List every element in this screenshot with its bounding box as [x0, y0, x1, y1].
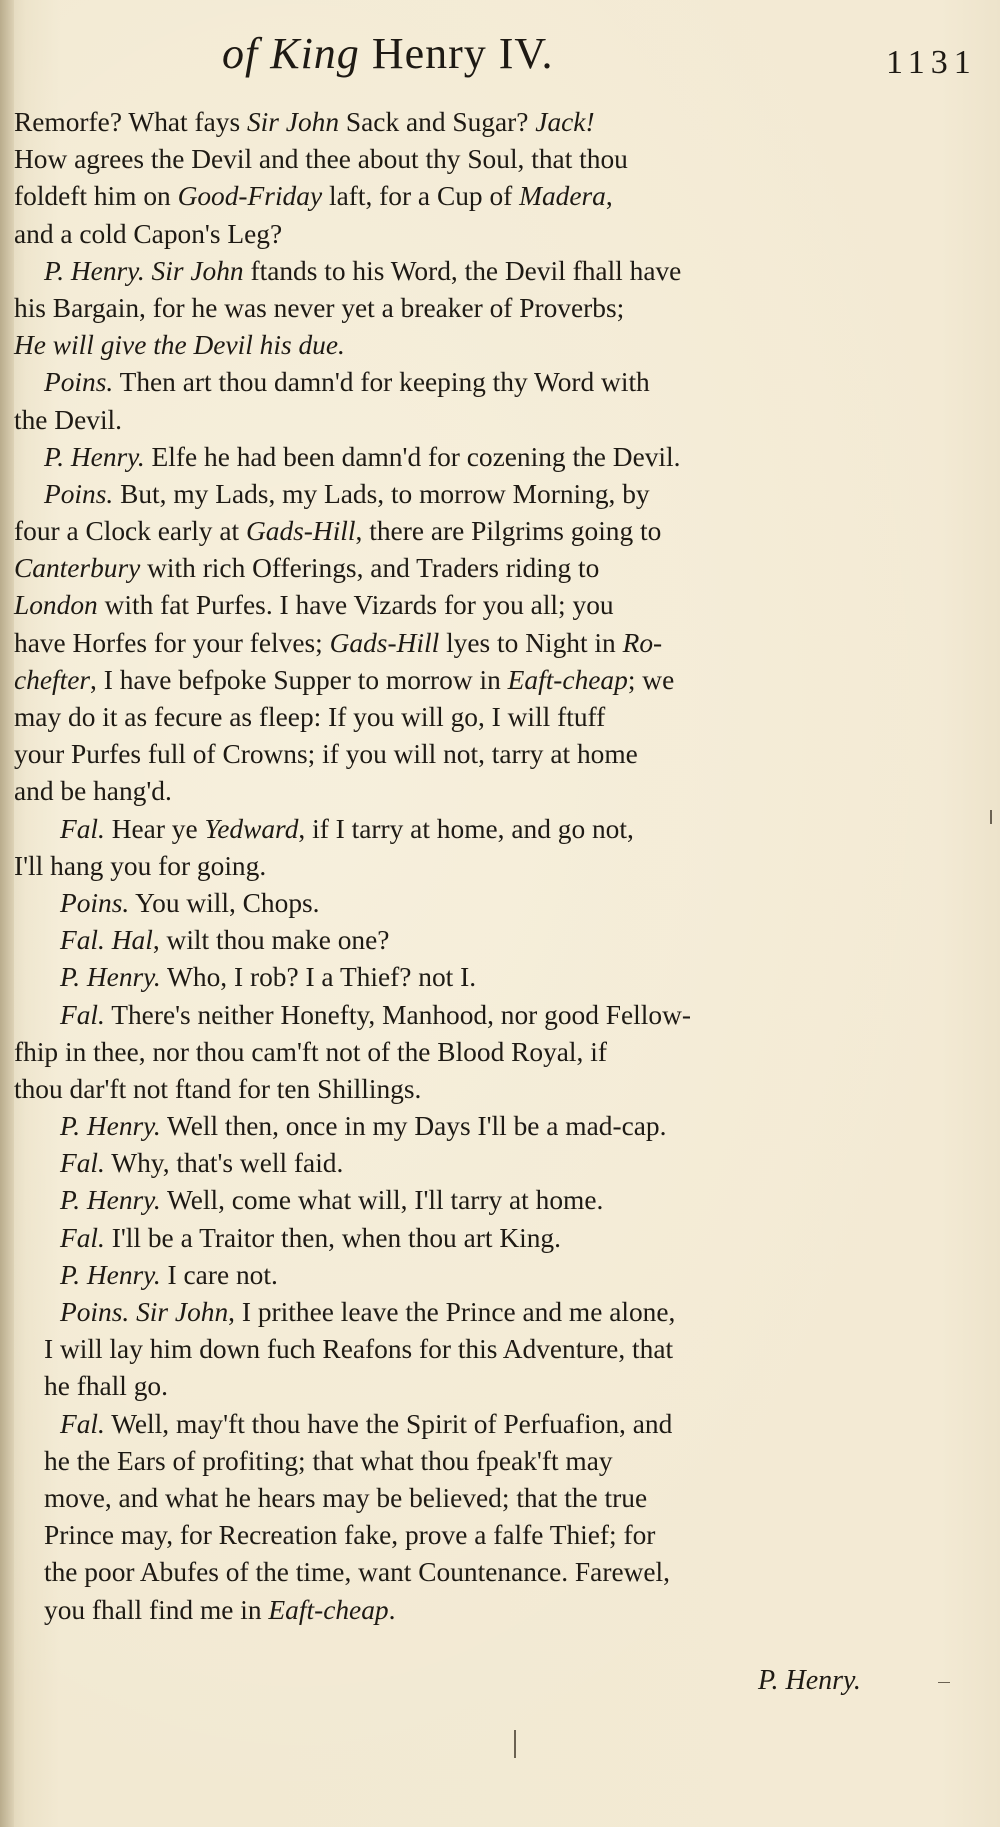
speech-line: Fal. I'll be a Traitor then, when thou art King. [60, 1222, 561, 1253]
speech-line: P. Henry. Sir John ftands to his Word, the Devil fhall have [44, 255, 682, 286]
text-line: his Bargain, for he was never yet a breaker of Proverbs; [14, 292, 625, 323]
speech-line: Poins. Sir John, I prithee leave the Prince and me alone, [60, 1297, 676, 1327]
title-name: Henry IV. [371, 29, 554, 78]
ink-speck [990, 810, 992, 824]
speech-line: Fal. Hal, wilt thou make one? [60, 925, 390, 956]
text-line: He will give the Devil his due. [14, 330, 345, 361]
running-header [0, 22, 1000, 92]
speech-line: P. Henry. Well, come what will, I'll tarry at home. [60, 1185, 604, 1216]
text-line: the Devil. [14, 404, 123, 435]
speech-line: Fal. Well, may'ft thou have the Spirit of Perfuafion, and [60, 1408, 673, 1439]
catchword: P. Henry. [758, 1665, 861, 1696]
text-line: I'll hang you for going. [14, 850, 267, 881]
speech-line: P. Henry. I care not. [60, 1259, 278, 1290]
text-line: move, and what he hears may be believed; that the true [44, 1482, 648, 1513]
text-line: London with fat Purfes. I have Vizards for you all; you [14, 590, 614, 621]
speech-line: P. Henry. Who, I rob? I a Thief? not I. [60, 962, 477, 993]
ink-speck [938, 1682, 950, 1683]
text-line: may do it as fecure as fleep: If you will go, I will ftuff [14, 702, 606, 732]
speech-line: P. Henry. Well then, once in my Days I'll be a mad-cap. [60, 1111, 667, 1142]
text-line: the poor Abufes of the time, want Countenance. Farewel, [44, 1557, 670, 1588]
text-line: foldeft him on Good-Friday laft, for a Cup of Madera, [14, 181, 613, 212]
binding-gutter [0, 0, 14, 1827]
speech-line: Poins. You will, Chops. [60, 887, 320, 918]
text-line: four a Clock early at Gads-Hill, there are Pilgrims going to [14, 516, 662, 547]
text-line: have Horfes for your felves; Gads-Hill lyes to Night in Ro- [14, 627, 663, 658]
text-line: Canterbury with rich Offerings, and Traders riding to [14, 553, 600, 584]
speech-line: Fal. There's neither Honefty, Manhood, nor good Fellow- [60, 999, 691, 1030]
text-line: your Purfes full of Crowns; if you will not, tarry at home [14, 739, 638, 770]
page-number: 1131 [886, 44, 977, 81]
text-line: he the Ears of profiting; that what thou fpeak'ft may [44, 1445, 613, 1476]
text-line: How agrees the Devil and thee about thy Soul, that thou [14, 144, 628, 175]
speech-line: P. Henry. Elfe he had been damn'd for cozening the Devil. [44, 441, 681, 472]
speech-line: Poins. Then art thou damn'd for keeping thy Word with [44, 367, 650, 398]
running-title [222, 28, 554, 79]
text-line: Prince may, for Recreation fake, prove a falfe Thief; for [44, 1520, 656, 1551]
text-line: he fhall go. [44, 1371, 168, 1402]
text-line: and a cold Capon's Leg? [14, 218, 283, 249]
speech-line: Poins. But, my Lads, my Lads, to morrow Morning, by [44, 478, 650, 509]
play-text [14, 104, 896, 1629]
title-king: King [270, 29, 360, 78]
text-line: fhip in thee, nor thou cam'ft not of the Blood Royal, if [14, 1036, 607, 1067]
text-line: you fhall find me in Eaft-cheap. [44, 1594, 396, 1625]
text-line: thou dar'ft not ftand for ten Shillings. [14, 1073, 422, 1104]
text-line: I will lay him down fuch Reafons for this Adventure, that [44, 1334, 674, 1365]
title-of: of [222, 29, 259, 78]
ink-speck [514, 1730, 516, 1758]
text-line: chefter, I have befpoke Supper to morrow in Eaft-cheap; we [14, 664, 675, 695]
speech-line: Fal. Hear ye Yedward, if I tarry at home, and go not, [60, 813, 634, 844]
text-line: and be hang'd. [14, 776, 172, 807]
text-line: Remorfe? What fays Sir John Sack and Sugar? Jack! [14, 107, 595, 137]
speech-line: Fal. Why, that's well faid. [60, 1148, 344, 1179]
